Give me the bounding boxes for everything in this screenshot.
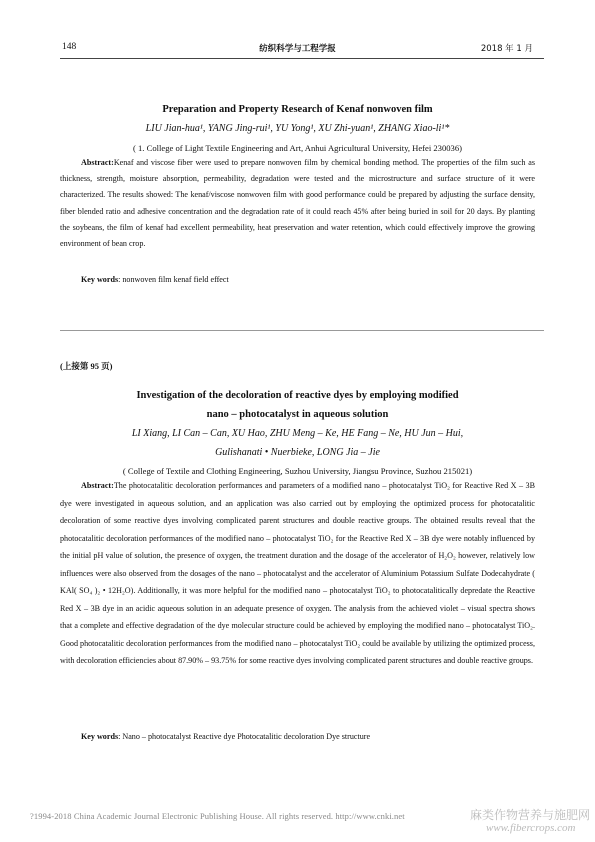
continued-from-note: (上接第 95 页) [60,361,113,371]
article2-authors-line2: Gulishanati • Nuerbieke, LONG Jia – Jie [215,447,380,458]
issue-date: 2018 年 1 月 [480,44,533,54]
article1-keywords [81,275,229,284]
watermark-text: 麻类作物营养与施肥网 [470,808,591,822]
keywords-text: : nonwoven film kenaf field effect [118,275,229,284]
copyright-footer: ?1994-2018 China Academic Journal Electronic Publishing House. All rights reserved. http://www.cnki.net [30,811,405,821]
article2-authors-line1: LI Xiang, LI Can – Can, XU Hao, ZHU Meng – Ke, HE Fang – Ne, HU Jun – Hui, [131,428,464,439]
keywords-label: Key words [81,275,119,284]
article1-affiliation: ( 1. College of Light Textile Engineering and Art, Anhui Agricultural University, Hefei 230036) [133,143,462,153]
watermark-url: www.fibercrops.com [486,822,576,834]
article1-title: Preparation and Property Research of Kenaf nonwoven film [162,104,433,115]
abstract-text: Kenaf and viscose fiber were used to prepare nonwoven film by chemical bonding method. The properties of the film such as thickness, strength, moisture absorption, permeability, degradation were tested and the microstructure and surface structure of it were characterized. The results showed: The kenaf/viscose nonwoven film with good performance could be prepared by adjusting the surface density, fiber blended ratio and adhesive concentration and the degradation rate of it could reach 45% after being buried in soil for 20 days. By planting the soybeans, the film of kenaf had excellent permeability, heat preservation and water retention, which could effectively improve the growing environment of bean crop. [60,158,535,249]
article2-abstract [60,477,535,670]
abstract-label: Abstract: [81,158,114,167]
article2-title-line2: nano – photocatalyst in aqueous solution [206,409,389,420]
abstract-text: The photocatalitic decoloration performances and parameters of a modified nano – photocatalyst TiO₂ for Reactive Red X – 3B dye were investigated in aqueous solution, and an application was also carried out by employing the optimized process for photocatalitic decoloration of some reactive dyes involving complicated parent structures and double reactive groups. The obtained results reveal that the photocatalitic decoloration performances of the modified nano – photocatalyst TiO₂ for the Reactive Red X – 3B dye were notably influenced by the initial pH value of solution, the presence of oxygen, the treatment duration and the dosage of the accelerator of H₂O₂ however, relatively low influences were also observed from the dosages of the nano – photocatalyst and the accelerator of Aluminium Potassium Sulfate Dodecahydrate ( KAl( SO₄ )₂ • 12H₂O). Additionally, it was more helpful for the modified nano – photocatalyst TiO₂ to photocatalitically depredate the Reactive Red X – 3B dye in an acidic aqueous solution in an adequate presence of oxygen. The analysis from the achieved violet – visual spectra shows that a complete and effective degradation of the dye molecular structure could be achieved by employing the modified nano – photocatalyst TiO₂. Good photocatalitic decoloration performances from the modified nano – photocatalyst TiO₂ could be available by utilizing the optimized process, with decoloration efficiencies about 87.90% – 93.75% for some reactive dyes involving complicated parent structures and double reactive groups. [60,481,535,665]
article2-affiliation: ( College of Textile and Clothing Engineering, Suzhou University, Jiangsu Province, Suzhou 215021) [122,466,473,476]
article2-keywords [81,732,370,741]
journal-name: 纺织科学与工程学报 [259,44,336,54]
article2-title-line1: Investigation of the decoloration of reactive dyes by employing modified [136,390,459,401]
abstract-label: Abstract: [81,481,114,490]
keywords-label: Key words [81,732,119,741]
header-rule [60,58,544,59]
article1-abstract [60,155,535,252]
keywords-text: : Nano – photocatalyst Reactive dye Photocatalitic decoloration Dye structure [118,732,371,741]
article1-authors: LIU Jian-hua¹, YANG Jing-rui¹, YU Yong¹, XU Zhi-yuan¹, ZHANG Xiao-li¹* [145,123,450,134]
section-divider [60,330,544,331]
page-number: 148 [62,42,77,52]
